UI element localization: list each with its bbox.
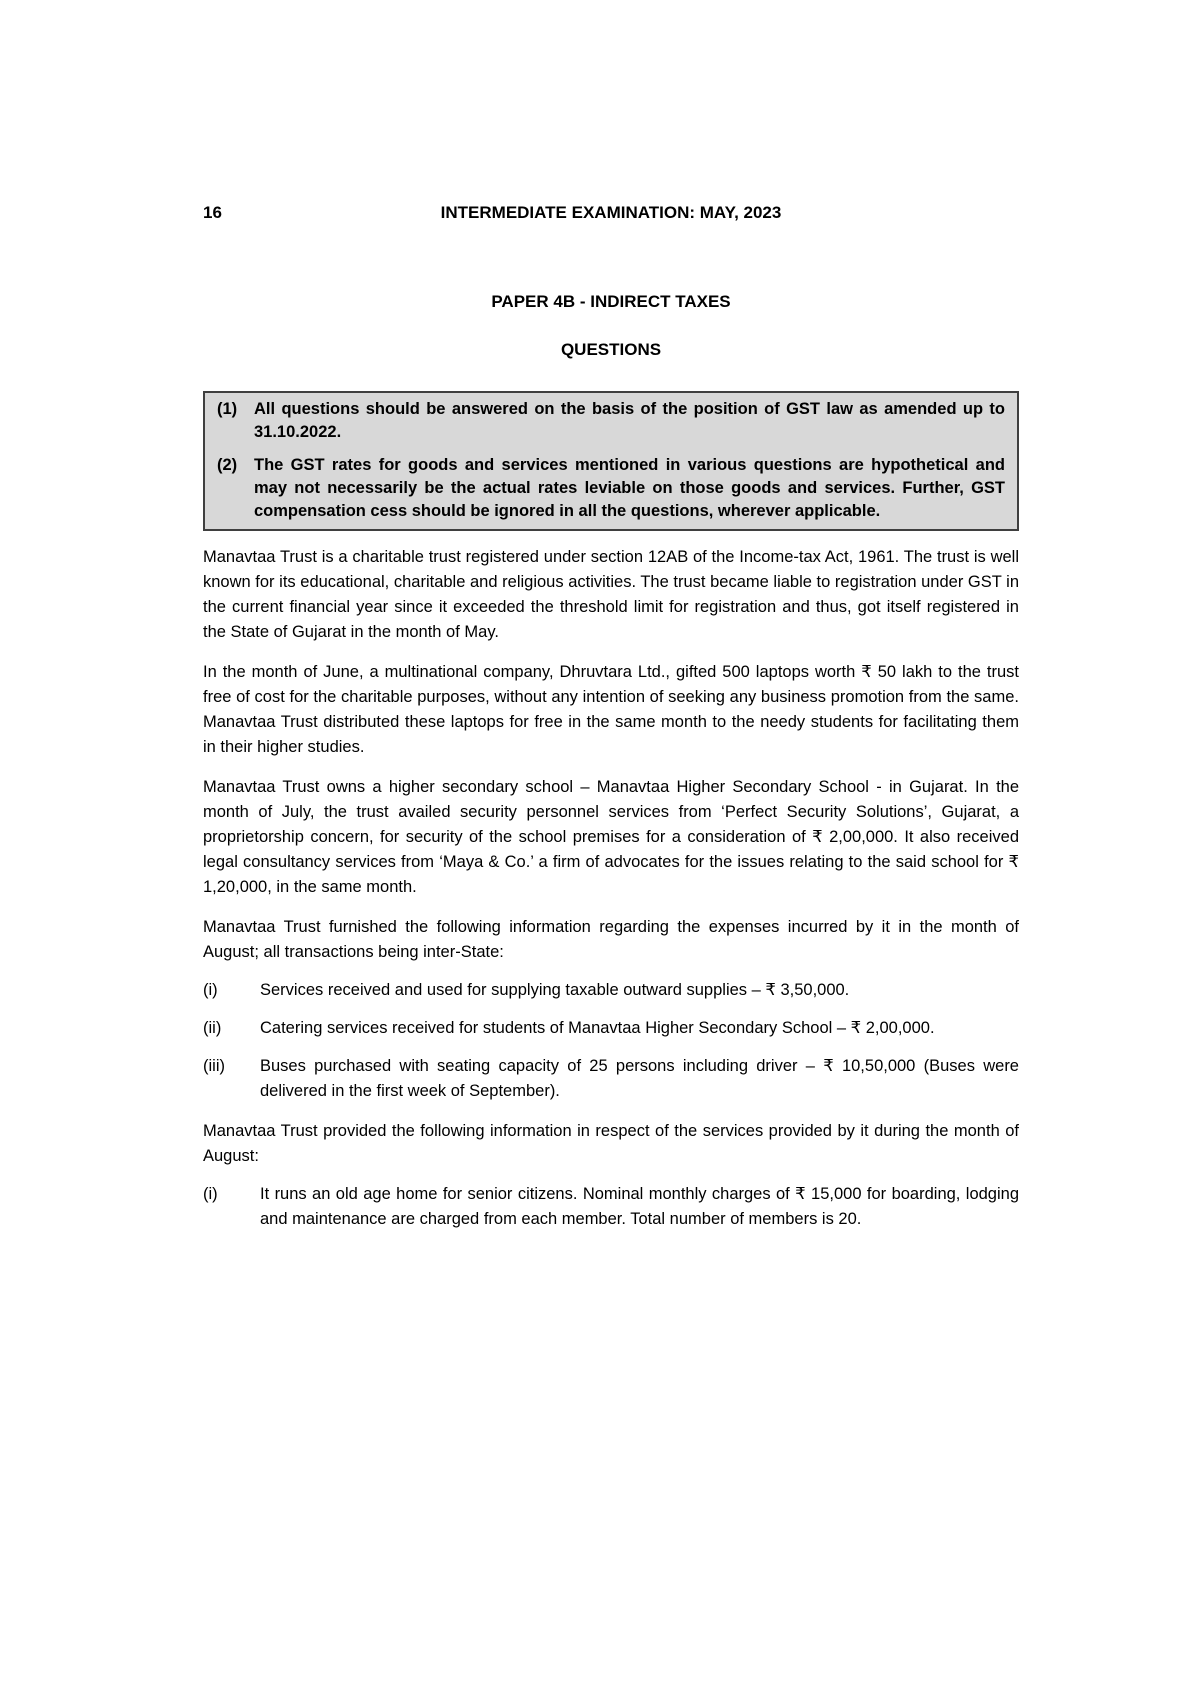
instruction-2-number: (2) (217, 456, 238, 474)
paragraph-trust-intro: Manavtaa Trust is a charitable trust registered under section 12AB of the Income-tax Act, 1961. The trust is well known for its educational, charitable and religious activities. The trust became liable to registration under GST in the current financial year since it exceeded the threshold limit for registration and thus, got itself registered in the State of Gujarat in the month of May. (203, 548, 1019, 641)
instruction-item-1 (215, 398, 1005, 444)
expense-item-i-text: Services received and used for supplying taxable outward supplies – ₹ 3,50,000. (260, 981, 850, 999)
running-title: INTERMEDIATE EXAMINATION: MAY, 2023 (440, 203, 782, 222)
paragraph-expenses-intro: Manavtaa Trust furnished the following information regarding the expenses incurred by it in the month of August; all transactions being inter-State: (203, 918, 1019, 961)
instruction-1-number: (1) (217, 400, 238, 418)
page-content (203, 0, 1019, 1232)
expense-item-iii-number: (iii) (203, 1057, 225, 1075)
expense-item-i (203, 978, 1019, 1003)
page-number: 16 (203, 203, 222, 222)
service-item-i (203, 1182, 1019, 1232)
expense-item-ii-text: Catering services received for students of Manavtaa Higher Secondary School – ₹ 2,00,000. (260, 1019, 935, 1037)
paragraph-laptop-gift: In the month of June, a multinational company, Dhruvtara Ltd., gifted 500 laptops worth ₹ 50 lakh to the trust free of cost for the charitable purposes, without any intention of seeking any business promotion from the same. Manavtaa Trust distributed these laptops for free in the same month to the needy students for facilitating them in their higher studies. (203, 663, 1019, 756)
instructions-box (203, 391, 1019, 531)
expense-item-iii-text: Buses purchased with seating capacity of 25 persons including driver – ₹ 10,50,000 (Buses were delivered in the first week of September). (260, 1057, 1019, 1100)
paragraph-school-services: Manavtaa Trust owns a higher secondary school – Manavtaa Higher Secondary School - in Gujarat. In the month of July, the trust availed security personnel services from ‘Perfect Security Solutions’, Gujarat, a proprietorship concern, for security of the school premises for a consideration of ₹ 2,00,000. It also received legal consultancy services from ‘Maya & Co.’ a firm of advocates for the issues relating to the said school for ₹ 1,20,000, in the same month. (203, 778, 1019, 896)
service-item-i-number: (i) (203, 1185, 218, 1203)
expense-item-ii-number: (ii) (203, 1019, 222, 1037)
instruction-1-text: All questions should be answered on the basis of the position of GST law as amended up to 31.10.2022. (254, 400, 1005, 441)
expense-item-i-number: (i) (203, 981, 218, 999)
instruction-item-2 (215, 454, 1005, 523)
paper-title: PAPER 4B - INDIRECT TAXES (491, 292, 731, 311)
paragraph-services-intro: Manavtaa Trust provided the following information in respect of the services provided by it during the month of August: (203, 1122, 1019, 1165)
expense-item-ii (203, 1016, 1019, 1041)
instruction-2-text: The GST rates for goods and services mentioned in various questions are hypothetical and may not necessarily be the actual rates leviable on those goods and services. Further, GST compensation cess should be ignored in all the questions, wherever applicable. (254, 456, 1005, 520)
service-item-i-text: It runs an old age home for senior citizens. Nominal monthly charges of ₹ 15,000 for boarding, lodging and maintenance are charged from each member. Total number of members is 20. (260, 1185, 1019, 1228)
expense-item-iii (203, 1054, 1019, 1104)
section-title: QUESTIONS (560, 340, 662, 359)
page-header (203, 202, 1019, 223)
